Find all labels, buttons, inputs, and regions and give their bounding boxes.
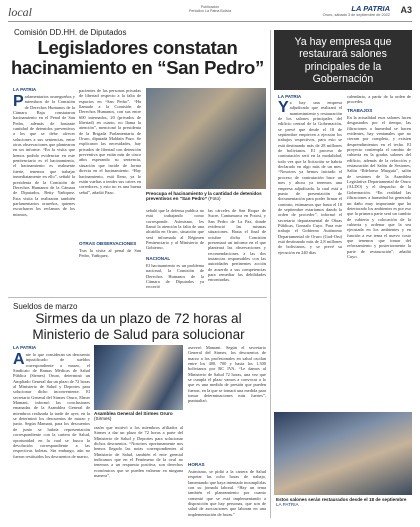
- story1-column-2: pacientes de las personas privadas de libertad respecto a la falta de espacios en “San Pedro”. “Ha llamado a la Comisión de Derechos Humanos, con sus entre 600 internados, 20 (privados de libertad) en cuarto, no llama la atención”, mencionó la presidenta de la Brigada Parlamentaria de Oruro, diputada Maldaín Pazo. Se explicaron las necesidades, hay privados de libertad con detención preventiva que están más de cinco años esperando su sentencia, situación que incide de forma directa en el hacinamiento. “Hay hacinamiento, está lleno, ya lo están vueltas a tender sus catres en corredores, y esto no es una buena señal”, añadió Pazo.: [79, 88, 141, 195]
- header-center: [150, 5, 270, 13]
- story1-headline: Legisladores constatan hacinamiento en “San Pedro”: [10, 37, 264, 78]
- story1-subhead-1: OTRAS OBSERVACIONES: [79, 241, 137, 246]
- story2-caption: Estos salones serán restaurados desde el 18 de septiembre LA PATRIA: [276, 497, 407, 508]
- story2-column-2b: En la actualidad esos salones lucen desgastados por el tiempo, las filtraciones a humedad se hacen evidentes, hay ventanales que no cierran por completo, y existen desprendimientos en el techo. El proyecto contempla el cambio de cubierta en la gradas salones del edificio, además de la refacción y restauración del Salón de Sesiones, Salón “Ildefonso Murguía”, salón de sesiones de la Asamblea Legislativa Departamental de Oruro (ALDO) y el despacho de la Gobernación. “En realidad las filtraciones a humedad ha generado un daño muy importante que ha deteriorado los ambientes es por eso que la primera parte será un cambio de cubierta y colocación de la cubierta y ordenar que la sea ejecutada en los ambientes y en función a ese tema el nuevo costo que tenemos que tomar del reforzamiento y posteriormente la parte de restauración”, añadió Cuyo.: [347, 115, 411, 259]
- story1-column-2b: Tras la visita al penal de San Pedro, Yañiquez,: [79, 248, 141, 259]
- story3-column-3: aseveró Mamani. Según el secretario General del Sirmes, los descuentos de marzo a los profesionales en salud oscilan entre los 400, 700 y hasta los 1.300 bolivianos por RC IVA. “Le damos al Ministerio de Salud 72 horas, una vez que se cumpla el plazo vamos a convocar a lo que es una medida de presión que pueden fueron, en la que se tomará una medida para tomar determinaciones más fuertes”, puntualizó.: [188, 345, 266, 404]
- section-label: local: [8, 5, 32, 19]
- story3-caption: Asamblea General del Sirmes Oruro (Sirmes): [94, 411, 173, 422]
- issue-date: Oruro, sábado 3 de septiembre de 2022: [322, 13, 390, 17]
- story-divider: [8, 297, 267, 298]
- story2-byline: LA PATRIA: [278, 94, 302, 99]
- story3-kicker: Sueldos de marzo: [13, 302, 78, 311]
- story3-column-1: Ante lo que consideran un descuento injustificado de sueldos correspondiente a marzo, el Sindicato de Ramas Médicas de Salud Pública (Sirmes) Oruro, determinó un Ampliado General dar un plazo de 72 horas al Ministerio de Salud y Deportes para solucionar dicho inconveniente. El secretario General del Sirmes Oruro, Elmer Mamani, informó las conclusiones emanadas de la Asamblea General de miembros realizada la tarde de ayer, en la se determinó los descuentos de marzo y junio. Según Mamani, para los descuentos de junio se habría representación correspondiente con la cartera de Salud, oportunidad en la cual se busca la devolución correspondiente a las respectivas boletas. Sin embargo, aún no fueron restituidos los descuentos de marzo,: [13, 352, 90, 459]
- story1-column-3: señaló que la defensa publica no está trabajando como corresponde. Asimismo, les llamó la atención la falta de una alcaidía en Oruro, situación que será informada al Régimen Penitenciario y al Ministerio de Gobierno.: [146, 208, 204, 251]
- story1-column-4: las cárceles de San Roque de Sucre, Cantumarca en Potosí, y San Pedro de La Paz, donde evidenció las mismas situaciones. Hasta el final de octubre dicha Comisión presentará un informe en el que planteará las observaciones y recomendaciones a las dos instancias responsables con las autoridades pertinentes acción de acuerdo a sus competencias para remediar las debilidades encontradas.: [208, 208, 266, 283]
- story3-dropcap: A: [13, 352, 25, 368]
- story2-column-1: Ya hay una empresa adjudicada que realizará el mantenimiento y restauración de los salones principales del edificio central de la Gobernación, se prevé que desde el 18 de septiembre empiecen a ejecutar los trabajos respectivos, para esto se está destinando más de 28 millones de bolivianos. El proceso de contratación será en la modalidad, todo vez que la licitación se habría declarado en algo más de un mes. “Nosotros ya hemos iniciado el proceso de contratación hace un mes y ahora ya tenemos una empresa adjudicada, la cual está a punto de presentación de documentación para poder firmar el contrato, estimamos que hasta el 18 de septiembre estaríamos dando la orden de proceder”, informó el secretario departamental de Obras Públicas, Gonzalo Cuyo. Para este trabajo el Gobierno Autónomo Departamental de Oruro (God-Oru) está destinando más de 2,8 millones de bolivianos, y se prevé su ejecución en 240 días: [278, 100, 342, 255]
- story1-column-3b: El hacinamiento es un problema nacional, la Comisión de Derechos Humanos de la Cámara de Diputados ya recorrió: [146, 263, 204, 290]
- story2-headline: Ya hay empresa que restaurará salones principales de la Gobernación: [294, 36, 392, 86]
- story1-column-1: Parlamentarios oruregueños y miembros de la Comisión de Derechos Humanos de la Cámara Baja constataron hacinamiento en el Penal de San Pedro, además de bastante cantidad de detenidos preventivos a los que se debe ofrecer soluciones a sus sentencias, entre otras observaciones que plantearon en un informe. “En la visita que hemos podido evidenciar en este penitenciario es el hacinamiento, el hacinamiento es realmente fuerte, tenemos que trabajar inmediatamente en ello”, señaló la presidenta de la Comisión de Derechos Humanos de la Cámara de Diputados, Betty Yañiquez. Esta visita la realizaron también parlamentarios orureños, quienes escucharon los reclamos de los mismos,: [13, 94, 75, 217]
- story2-photo: [274, 412, 412, 495]
- story3-subhead: HORAS: [188, 462, 205, 467]
- column-divider: [270, 30, 271, 518]
- story2-subhead: TRABAJOS: [347, 108, 373, 113]
- story2-dropcap: Y: [278, 100, 289, 116]
- story1-dropcap: P: [13, 94, 24, 110]
- story3-photo: [94, 345, 183, 410]
- story2-column-2: calendario, a partir de la orden de proceder.: [347, 94, 411, 105]
- story1-subhead-2: NACIONAL: [146, 256, 171, 261]
- story3-column-2: razón que motivó a los miembros afiliados al Sirmes a dar un plazo de 72 horas a parte del Ministerio de Salud y Deportes para solucionar dichos descuentos. “Nosotros oportunamente nos hemos llegado las notas correspondientes al Ministerio de Salud, también el ente gremial indicamos que en el Fenómeno de la oval no tenemos a un respuesta positiva, son derechos económicos que se pueden vulnerar en ninguna manera”,: [94, 425, 183, 479]
- story1-photo: [146, 88, 266, 189]
- story3-byline: LA PATRIA: [13, 345, 37, 350]
- story3-headline: Sirmes da un plazo de 72 horas al Ministerio de Salud para solucionar: [32, 311, 245, 342]
- newspaper-logo: LA PATRIA: [351, 4, 390, 13]
- header-right: [270, 4, 412, 18]
- story1-kicker: Comisión DD.HH. de Diputados: [14, 28, 127, 37]
- header-center-line1: Publicación: [200, 5, 220, 9]
- story1-caption: Preocupa el hacinamiento y la cantidad de detenidos preventivos en “San Pedro” (Foto): [146, 191, 262, 202]
- page-number: A3: [400, 5, 412, 15]
- story2-headline-box: [274, 30, 412, 90]
- story3-column-3b: Asimismo, se pidió a la cartera de Salud respetar las ocho horas de trabajo, lamentando que haya intentado incumplirlas con su jornada laboral. “Hay un tema también el planeamiento por cuanto comentó que se está implementando a disposición que hay personas, que son de salud de asociaciones que laboran en una implementación de horas.”: [188, 469, 266, 517]
- story1-byline: LA PATRIA: [13, 87, 37, 92]
- header-center-line2: Periódico La Patria Bolivia: [189, 9, 231, 14]
